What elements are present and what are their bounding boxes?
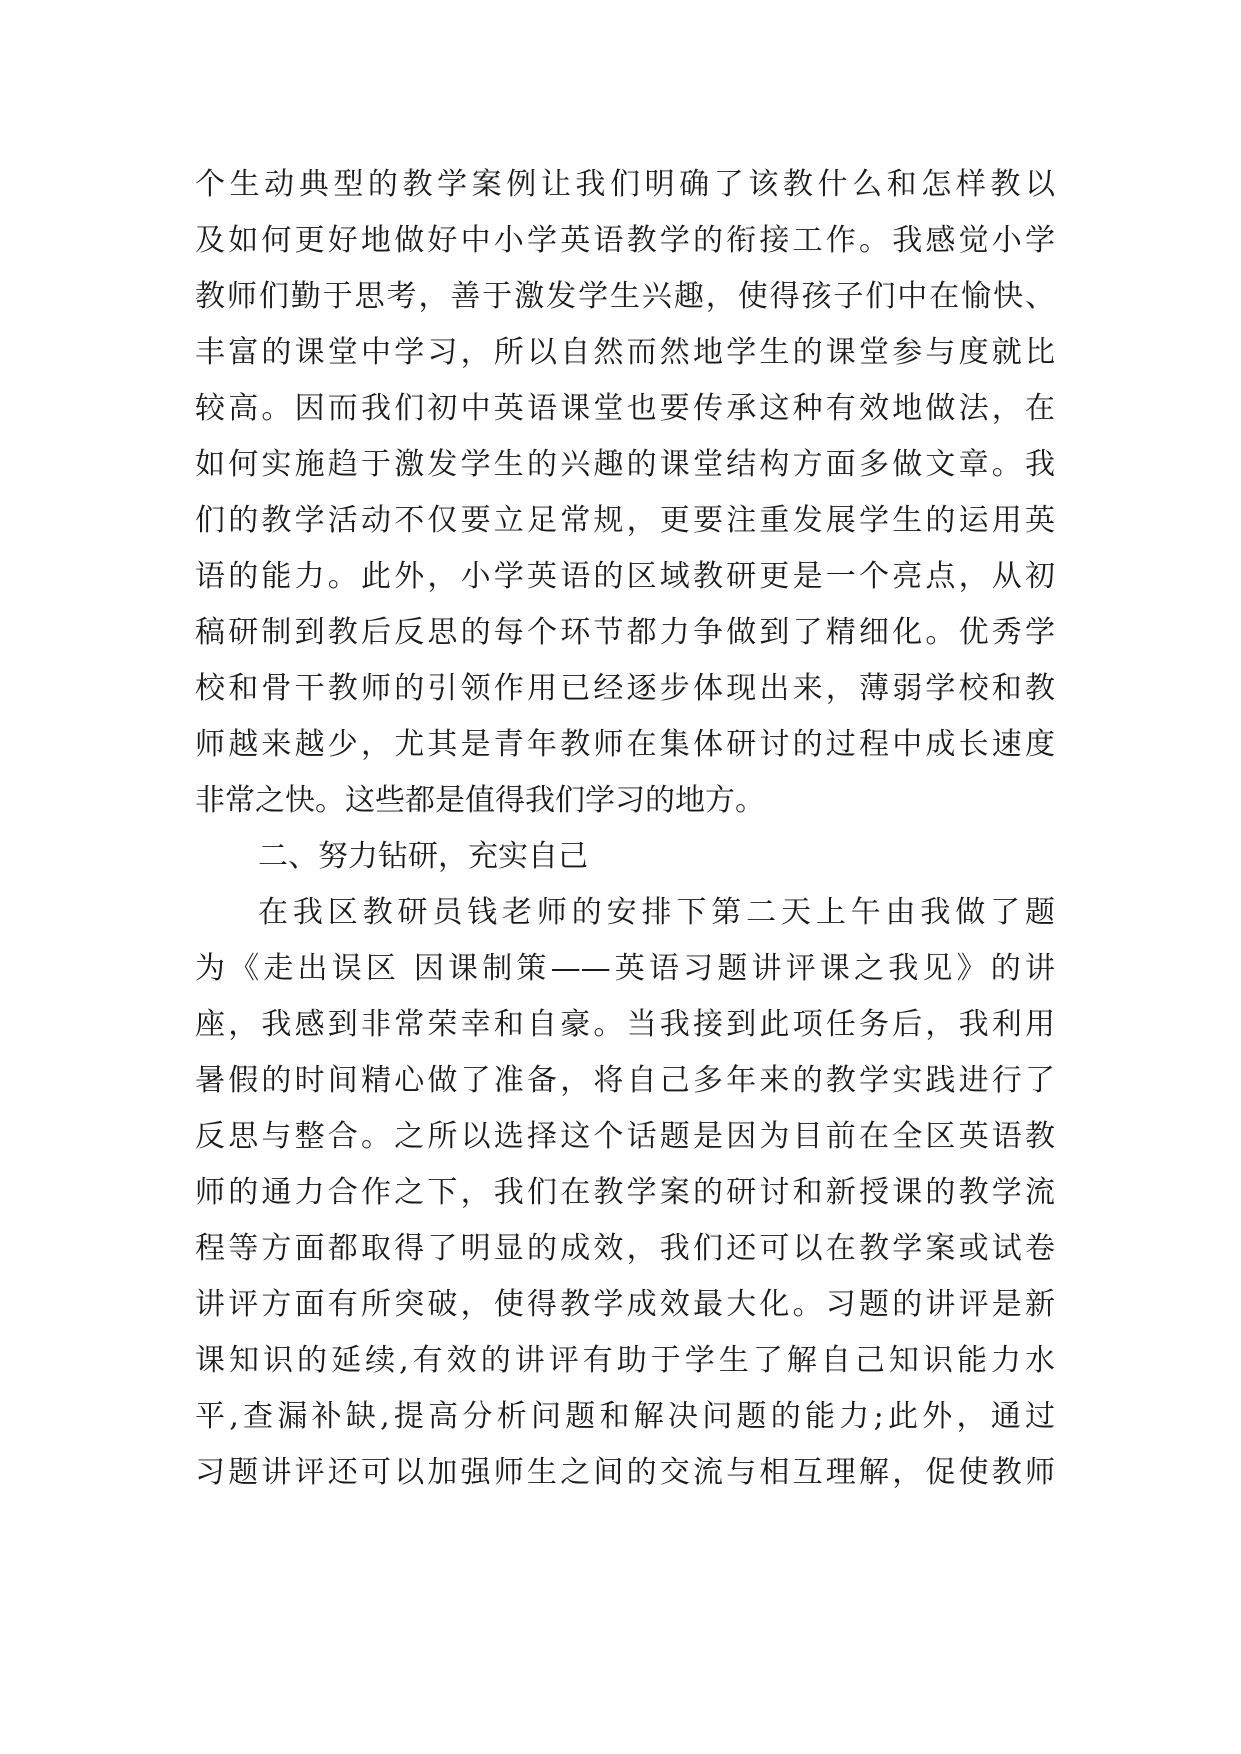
body-text-line: 校和骨干教师的引领作用已经逐步体现出来，薄弱学校和教 [195,671,1055,706]
body-text-line: 个生动典型的教学案例让我们明确了该教什么和怎样教以 [195,167,1055,202]
body-text-line: 丰富的课堂中学习，所以自然而然地学生的课堂参与度就比 [195,335,1055,370]
section-heading: 二、努力钻研，充实自己 [258,839,588,874]
body-text-line: 课知识的延续,有效的讲评有助于学生了解自己知识能力水 [195,1343,1055,1378]
body-text-line: 及如何更好地做好中小学英语教学的衔接工作。我感觉小学 [195,223,1055,258]
body-text-line: 在我区教研员钱老师的安排下第二天上午由我做了题 [258,895,1055,930]
body-text-line: 讲评方面有所突破，使得教学成效最大化。习题的讲评是新 [195,1287,1055,1322]
body-text-line: 习题讲评还可以加强师生之间的交流与相互理解，促使教师 [195,1455,1055,1490]
body-text-line: 较高。因而我们初中英语课堂也要传承这种有效地做法，在 [195,391,1055,426]
body-text-line: 师的通力合作之下，我们在教学案的研讨和新授课的教学流 [195,1175,1055,1210]
body-text-line: 暑假的时间精心做了准备，将自己多年来的教学实践进行了 [195,1063,1055,1098]
body-text-line: 非常之快。这些都是值得我们学习的地方。 [195,783,765,818]
body-text-line: 反思与整合。之所以选择这个话题是因为目前在全区英语教 [195,1119,1055,1154]
body-text-line: 座，我感到非常荣幸和自豪。当我接到此项任务后，我利用 [195,1007,1055,1042]
body-text-line: 程等方面都取得了明显的成效，我们还可以在教学案或试卷 [195,1231,1055,1266]
body-text-line: 平,查漏补缺,提高分析问题和解决问题的能力;此外，通过 [195,1399,1055,1434]
body-text-line: 稿研制到教后反思的每个环节都力争做到了精细化。优秀学 [195,615,1055,650]
body-text-line: 为《走出误区 因课制策——英语习题讲评课之我见》的讲 [195,951,1055,986]
body-text-line: 师越来越少，尤其是青年教师在集体研讨的过程中成长速度 [195,727,1055,762]
body-text-line: 语的能力。此外，小学英语的区域教研更是一个亮点，从初 [195,559,1055,594]
body-text-line: 们的教学活动不仅要立足常规，更要注重发展学生的运用英 [195,503,1055,538]
body-text-line: 如何实施趋于激发学生的兴趣的课堂结构方面多做文章。我 [195,447,1055,482]
body-text-line: 教师们勤于思考，善于激发学生兴趣，使得孩子们中在愉快、 [195,279,1055,314]
